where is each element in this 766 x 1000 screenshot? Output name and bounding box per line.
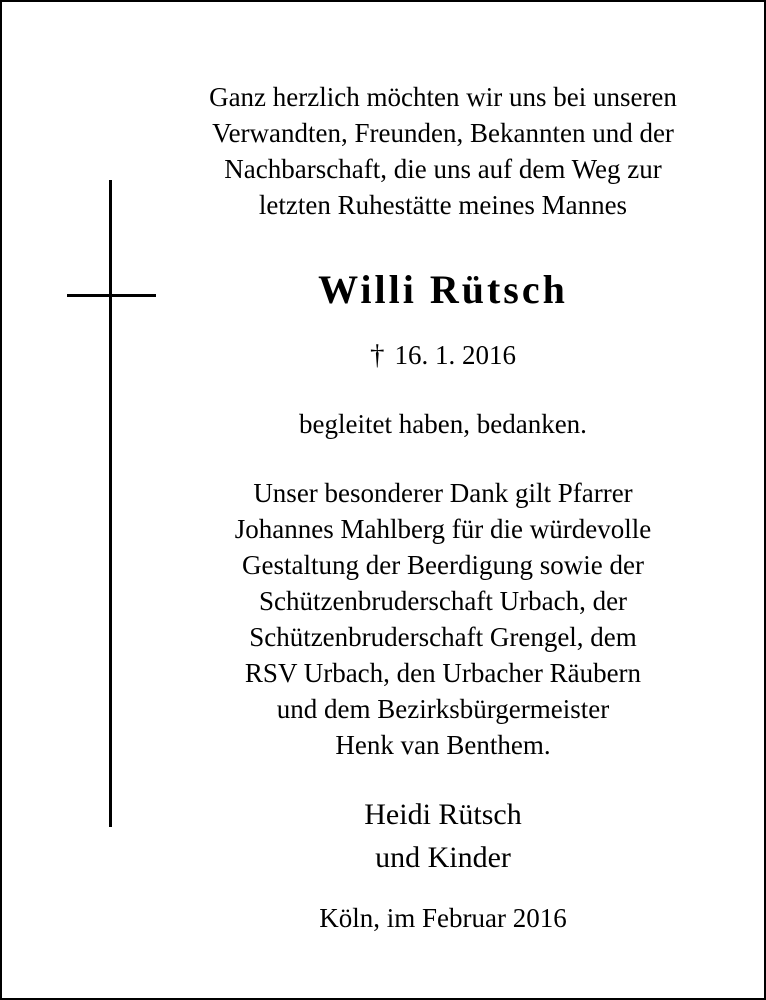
cross-icon-vertical-bar [109,180,112,827]
dagger-icon: † [370,339,385,371]
deceased-name: Willi Rütsch [318,267,568,312]
signature-name: Heidi Rütsch [364,798,522,831]
special-thanks-line-3: Gestaltung der Beerdigung sowie der [242,550,644,580]
death-date-line [140,337,746,373]
signature-family: und Kinder [375,841,511,874]
intro-line-4: letzten Ruhestätte meines Mannes [258,190,628,220]
special-thanks-line-6: RSV Urbach, den Urbacher Räubern [244,658,642,688]
thanks-line: begleitet haben, bedanken. [299,409,587,439]
special-thanks-line-4: Schützenbruderschaft Urbach, der [258,586,628,616]
special-thanks-line-8: Henk van Benthem. [335,730,551,760]
place-date: Köln, im Februar 2016 [319,903,567,933]
death-date: 16. 1. 2016 [394,340,516,370]
special-thanks-line-7: und dem Bezirksbürgermeister [276,694,610,724]
special-thanks-line-1: Unser besonderer Dank gilt Pfarrer [253,478,633,508]
intro-line-3: Nachbarschaft, die uns auf dem Weg zur [224,154,662,184]
special-thanks-line-5: Schützenbruderschaft Grengel, dem [249,622,637,652]
intro-line-1: Ganz herzlich möchten wir uns bei unseren [209,82,677,112]
special-thanks-line-2: Johannes Mahlberg für die würdevolle [234,514,652,544]
intro-line-2: Verwandten, Freunden, Bekannten und der [212,118,674,148]
